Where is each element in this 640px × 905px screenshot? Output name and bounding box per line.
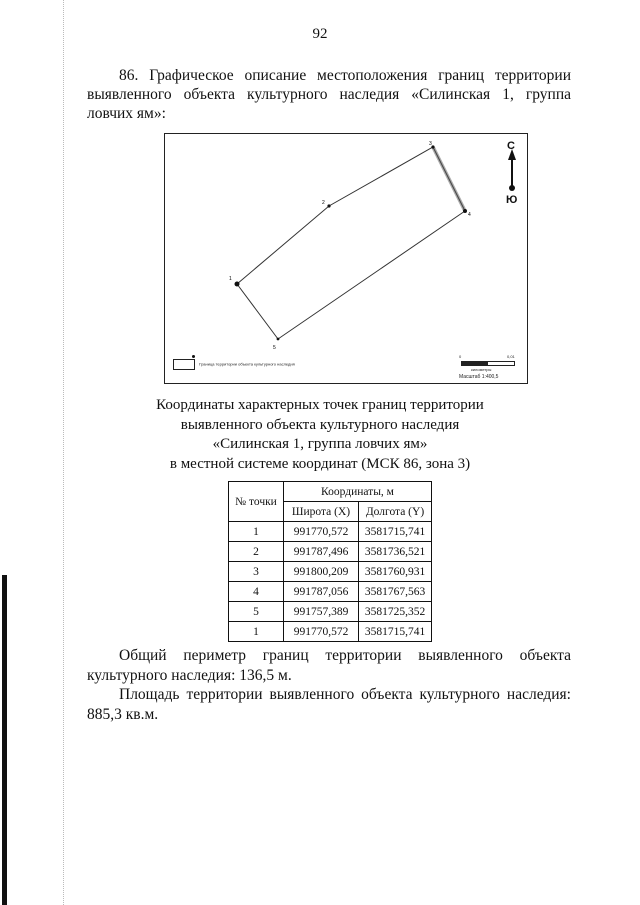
point-1-marker bbox=[235, 282, 240, 287]
cell-longitude: 3581760,931 bbox=[359, 562, 432, 582]
legend-boundary-swatch bbox=[173, 359, 195, 370]
table-row bbox=[229, 602, 432, 622]
coordinates-table bbox=[228, 481, 432, 642]
map-scale-bar bbox=[459, 354, 525, 382]
scale-bar-graphic bbox=[461, 361, 515, 366]
point-2-marker bbox=[327, 204, 330, 207]
scale-unit: километры bbox=[471, 367, 492, 372]
scan-margin-bar bbox=[2, 575, 7, 905]
coordinates-table-body bbox=[229, 522, 432, 642]
boundary-hatch bbox=[431, 147, 467, 211]
area-paragraph: Площадь территории выявленного объекта культурного наследия: 885,3 кв.м. bbox=[87, 686, 571, 723]
south-label: Ю bbox=[506, 194, 518, 206]
point-5-marker bbox=[277, 338, 280, 341]
north-label: С bbox=[507, 140, 515, 152]
cell-longitude: 3581767,563 bbox=[359, 582, 432, 602]
table-row bbox=[229, 542, 432, 562]
page-number: 92 bbox=[312, 26, 328, 42]
cell-longitude: 3581715,741 bbox=[359, 622, 432, 642]
point-5-label: 5 bbox=[273, 345, 276, 351]
north-arrow bbox=[503, 140, 523, 206]
cell-latitude: 991757,389 bbox=[284, 602, 359, 622]
cell-latitude: 991770,572 bbox=[284, 522, 359, 542]
scale-tick-0: 0 bbox=[459, 354, 462, 359]
table-caption bbox=[0, 396, 640, 474]
table-row bbox=[229, 562, 432, 582]
cell-latitude: 991787,056 bbox=[284, 582, 359, 602]
cell-point-number: 4 bbox=[229, 582, 284, 602]
cell-latitude: 991770,572 bbox=[284, 622, 359, 642]
summary-text bbox=[87, 646, 571, 724]
scale-tick-1: 0,01 bbox=[507, 354, 515, 359]
header-longitude: Долгота (Y) bbox=[359, 502, 432, 522]
point-3-marker bbox=[431, 145, 434, 148]
section-heading: 86. Графическое описание местоположения границ территории выявленного объекта культурного наследия «Силинская 1, группа ловчих ям»: bbox=[87, 67, 571, 122]
perimeter-paragraph: Общий периметр границ территории выявленного объекта культурного наследия: 136,5 м. bbox=[87, 647, 571, 684]
table-row bbox=[229, 622, 432, 642]
caption-line-3: «Силинская 1, группа ловчих ям» bbox=[212, 436, 428, 452]
map-legend bbox=[173, 359, 295, 370]
point-4-marker bbox=[463, 209, 467, 213]
caption-line-2: выявленного объекта культурного наследия bbox=[180, 416, 460, 433]
point-4-label: 4 bbox=[468, 212, 471, 218]
scale-text: Масштаб 1:400,5 bbox=[459, 374, 499, 380]
cell-point-number: 1 bbox=[229, 622, 284, 642]
cell-longitude: 3581715,741 bbox=[359, 522, 432, 542]
header-latitude: Широта (X) bbox=[284, 502, 359, 522]
legend-point-icon bbox=[192, 355, 195, 358]
cell-point-number: 2 bbox=[229, 542, 284, 562]
caption-line-1: Координаты характерных точек границ территории bbox=[156, 397, 484, 413]
table-row bbox=[229, 522, 432, 542]
boundary-map-drawing bbox=[165, 134, 527, 383]
boundary-map bbox=[164, 133, 528, 384]
cell-point-number: 1 bbox=[229, 522, 284, 542]
point-1-label: 1 bbox=[229, 276, 232, 282]
cell-latitude: 991787,496 bbox=[284, 542, 359, 562]
header-point-number: № точки bbox=[229, 482, 284, 522]
cell-point-number: 5 bbox=[229, 602, 284, 622]
cell-longitude: 3581725,352 bbox=[359, 602, 432, 622]
table-row bbox=[229, 582, 432, 602]
cell-latitude: 991800,209 bbox=[284, 562, 359, 582]
cell-longitude: 3581736,521 bbox=[359, 542, 432, 562]
caption-line-4: в местной системе координат (МСК 86, зона 3) bbox=[169, 455, 471, 472]
point-2-label: 2 bbox=[322, 200, 325, 206]
cell-point-number: 3 bbox=[229, 562, 284, 582]
header-coordinates: Координаты, м bbox=[284, 482, 432, 502]
point-3-label: 3 bbox=[429, 141, 432, 147]
legend-label: Граница территории объекта культурного наследия bbox=[199, 361, 295, 367]
territory-boundary-polygon bbox=[237, 147, 465, 339]
